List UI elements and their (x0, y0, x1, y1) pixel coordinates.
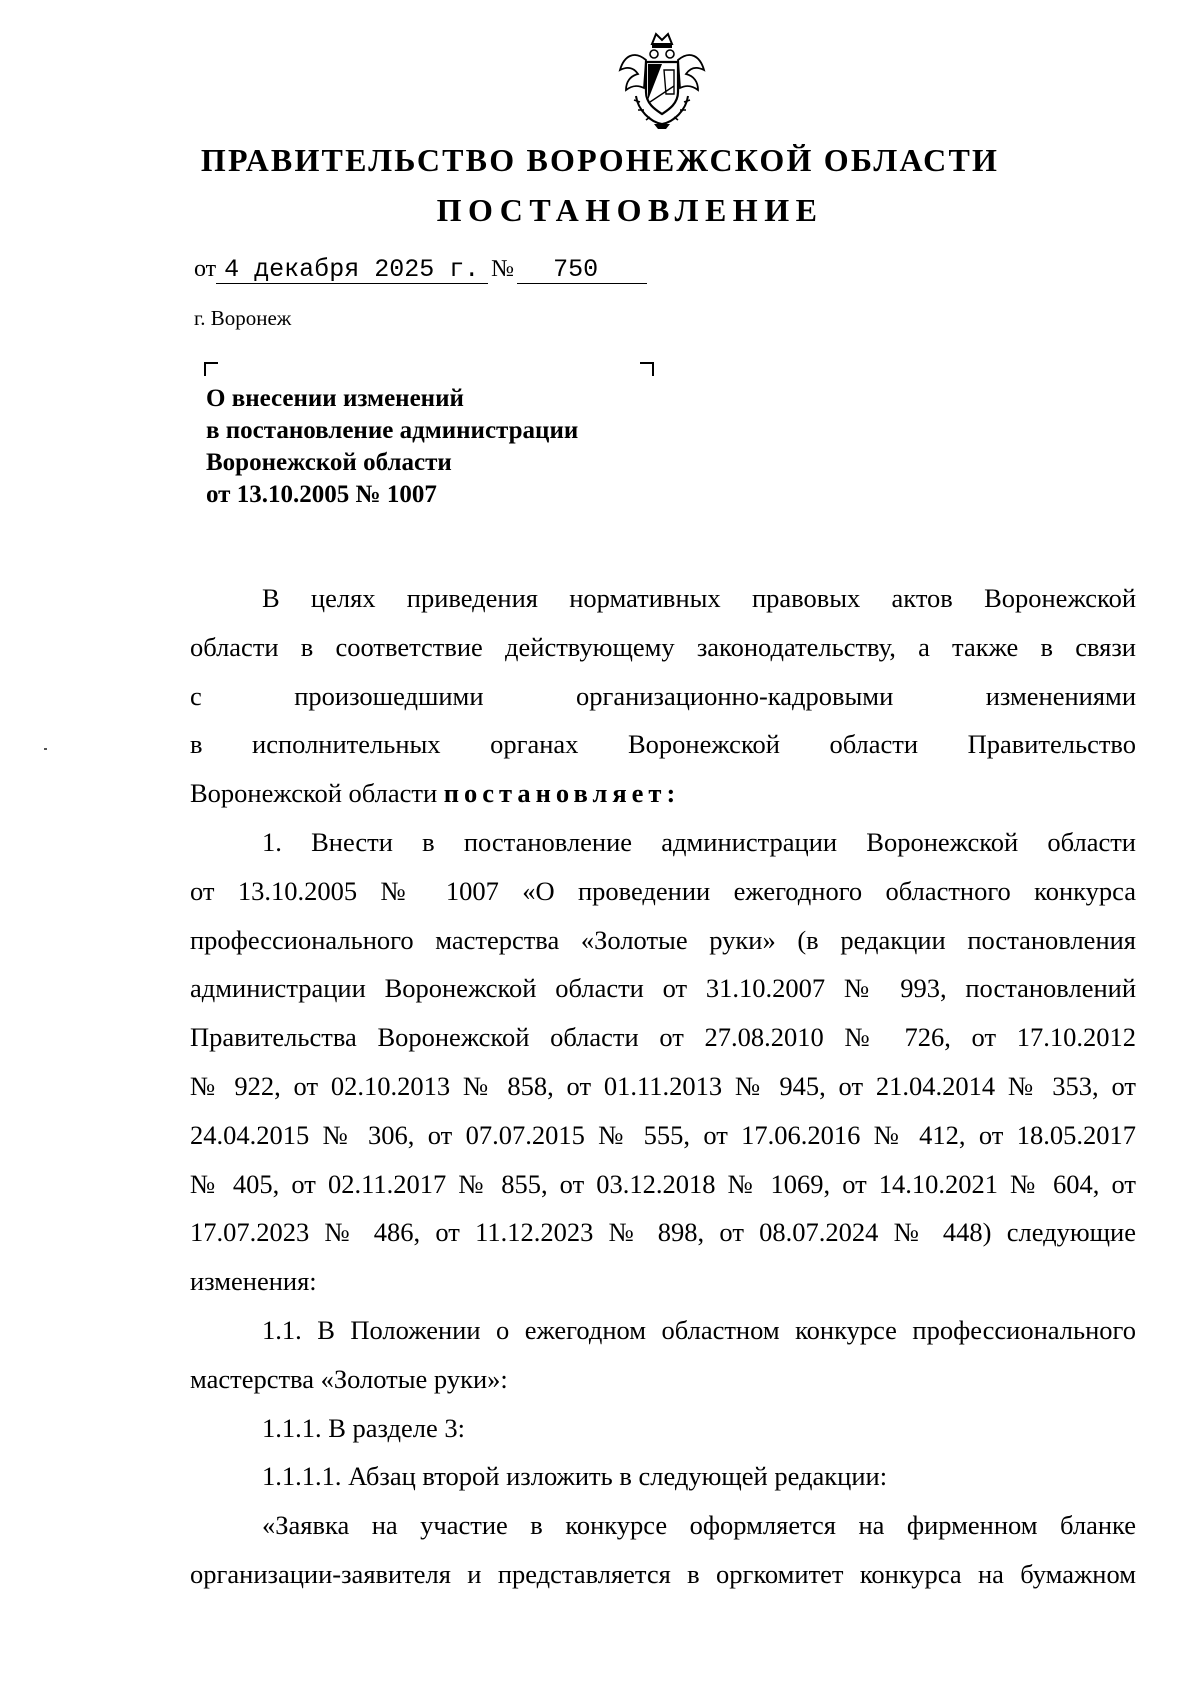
body-line: 1.1.1.1. Абзац второй изложить в следующей редакции: (262, 1461, 888, 1492)
city: г. Воронеж (194, 306, 292, 330)
document-type-heading: ПОСТАНОВЛЕНИЕ (436, 192, 824, 228)
body-line: администрации Воронежской области от 31.10.2007 № 993, постановлений (190, 973, 1136, 1004)
body-line: организации-заявителя и представляется в оргкомитет конкурса на бумажном (190, 1558, 1136, 1589)
subject-line: О внесении изменений (206, 385, 464, 412)
subject-bracket-left (204, 362, 218, 376)
document-date: 4 декабря 2025 г. (216, 257, 488, 284)
document-body (190, 574, 1136, 1599)
body-line: с произошедшими организационно-кадровыми изменениями (190, 680, 1136, 711)
body-line: 1.1.1. В разделе 3: (262, 1412, 466, 1443)
subject-line: от 13.10.2005 № 1007 (206, 481, 437, 508)
body-line: в исполнительных органах Воронежской области Правительство (190, 729, 1136, 760)
date-number-line (194, 256, 647, 284)
body-line: области в соответствие действующему законодательству, а также в связи (190, 631, 1136, 662)
body-line: изменения: (190, 1266, 317, 1297)
document-number: 750 (517, 257, 647, 284)
subject-line: Воронежской области (206, 449, 452, 476)
document-subject (206, 383, 578, 511)
scan-speck (44, 748, 47, 750)
resolves-word: постановляет: (443, 778, 681, 809)
body-line: В целях приведения нормативных правовых актов Воронежской (262, 583, 1136, 613)
body-line (190, 769, 1136, 818)
subject-line: в постановление администрации (206, 417, 579, 444)
body-line: 24.04.2015 № 306, от 07.07.2015 № 555, от 17.06.2016 № 412, от 18.05.2017 (190, 1119, 1136, 1150)
coat-of-arms-icon (616, 30, 708, 130)
body-line: № 922, от 02.10.2013 № 858, от 01.11.2013 № 945, от 21.04.2014 № 353, от (190, 1070, 1136, 1101)
organization-title: ПРАВИТЕЛЬСТВО ВОРОНЕЖСКОЙ ОБЛАСТИ (200, 142, 1000, 178)
body-line: 17.07.2023 № 486, от 11.12.2023 № 898, от 08.07.2024 № 448) следующие (190, 1217, 1136, 1248)
body-line: профессионального мастерства «Золотые руки» (в редакции постановления (190, 924, 1136, 955)
number-prefix: № (491, 256, 515, 282)
body-line: 1. Внести в постановление администрации Воронежской области (262, 826, 1136, 857)
body-line: мастерства «Золотые руки»: (190, 1363, 508, 1394)
body-line: Правительства Воронежской области от 27.08.2010 № 726, от 17.10.2012 (190, 1022, 1136, 1053)
date-prefix: от (194, 256, 217, 282)
preamble-tail: Воронежской области (190, 778, 444, 809)
subject-bracket-right (640, 362, 654, 376)
body-line: 1.1. В Положении о ежегодном областном конкурсе профессионального (262, 1314, 1136, 1345)
body-line: № 405, от 02.11.2017 № 855, от 03.12.2018 № 1069, от 14.10.2021 № 604, от (190, 1168, 1136, 1199)
body-line: от 13.10.2005 № 1007 «О проведении ежегодного областного конкурса (190, 875, 1136, 906)
body-line: «Заявка на участие в конкурсе оформляется на фирменном бланке (262, 1510, 1136, 1541)
